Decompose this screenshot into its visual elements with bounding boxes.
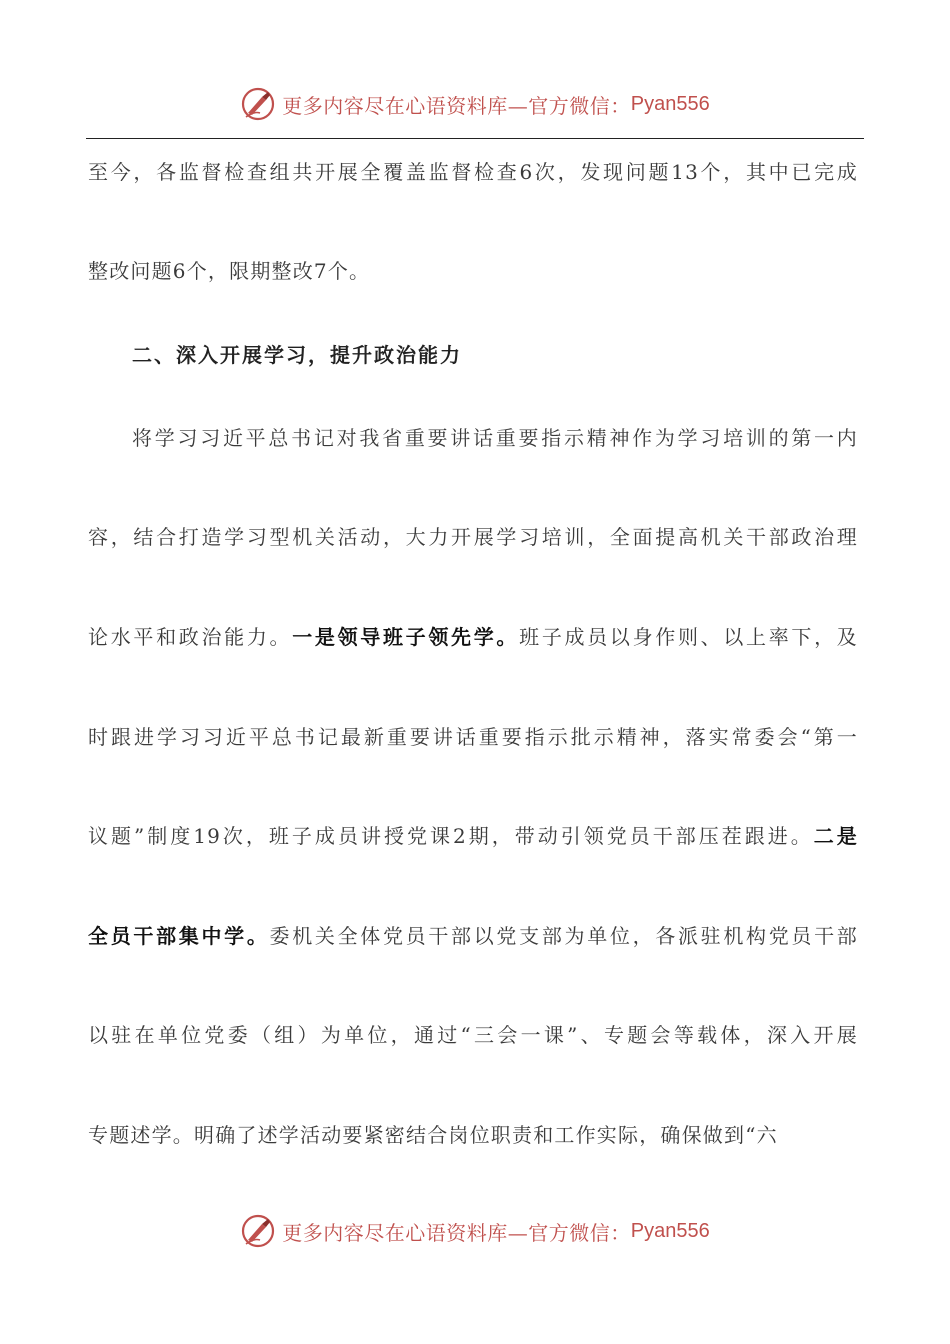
pen-logo-icon <box>240 86 276 122</box>
section-heading: 二、深入开展学习，提升政治能力 <box>132 343 462 367</box>
paragraph-line-1: 至今，各监督检查组共开展全覆盖监督检查6次，发现问题13个，其中已完成 <box>88 160 858 184</box>
emphasis-leaders-study-first: 一是领导班子领先学。 <box>292 625 520 649</box>
header-divider <box>86 138 864 139</box>
header-banner-contact: Pyan556 <box>630 92 710 115</box>
paragraph-line-2: 整改问题6个，限期整改7个。 <box>88 259 371 283</box>
line-6-text-a: 论水平和政治能力。 <box>88 625 293 649</box>
emphasis-second-point: 二是 <box>813 824 859 848</box>
line-8-text-a: 议题”制度19次，班子成员讲授党课2期，带动引领党员干部压茬跟进。 <box>88 824 814 848</box>
line-9-text-b: 委机关全体党员干部以党支部为单位，各派驻机构党员干部 <box>269 924 858 948</box>
footer-banner-contact: Pyan556 <box>630 1219 710 1242</box>
emphasis-all-staff-study: 全员干部集中学。 <box>88 924 270 948</box>
footer-banner-text: 更多内容尽在心语资料库—官方微信： <box>282 1220 631 1245</box>
paragraph-line-4: 将学习习近平总书记对我省重要讲话重要指示精神作为学习培训的第一内 <box>132 426 858 450</box>
header-banner-text: 更多内容尽在心语资料库—官方微信： <box>282 93 631 118</box>
line-6-text-c: 班子成员以身作则、以上率下，及 <box>519 625 858 649</box>
page-header-banner <box>0 84 950 124</box>
pen-logo-icon <box>240 1213 276 1249</box>
paragraph-line-9 <box>88 921 858 951</box>
paragraph-line-5: 容，结合打造学习型机关活动，大力开展学习培训，全面提高机关干部政治理 <box>88 525 858 549</box>
paragraph-line-10: 以驻在单位党委（组）为单位，通过“三会一课”、专题会等载体，深入开展 <box>88 1023 858 1047</box>
paragraph-line-6 <box>88 622 858 652</box>
page-footer-banner <box>0 1211 950 1251</box>
paragraph-line-7: 时跟进学习习近平总书记最新重要讲话重要指示批示精神，落实常委会“第一 <box>88 725 858 749</box>
paragraph-line-8 <box>88 821 858 851</box>
paragraph-line-11: 专题述学。明确了述学活动要紧密结合岗位职责和工作实际，确保做到“六 <box>88 1123 778 1147</box>
